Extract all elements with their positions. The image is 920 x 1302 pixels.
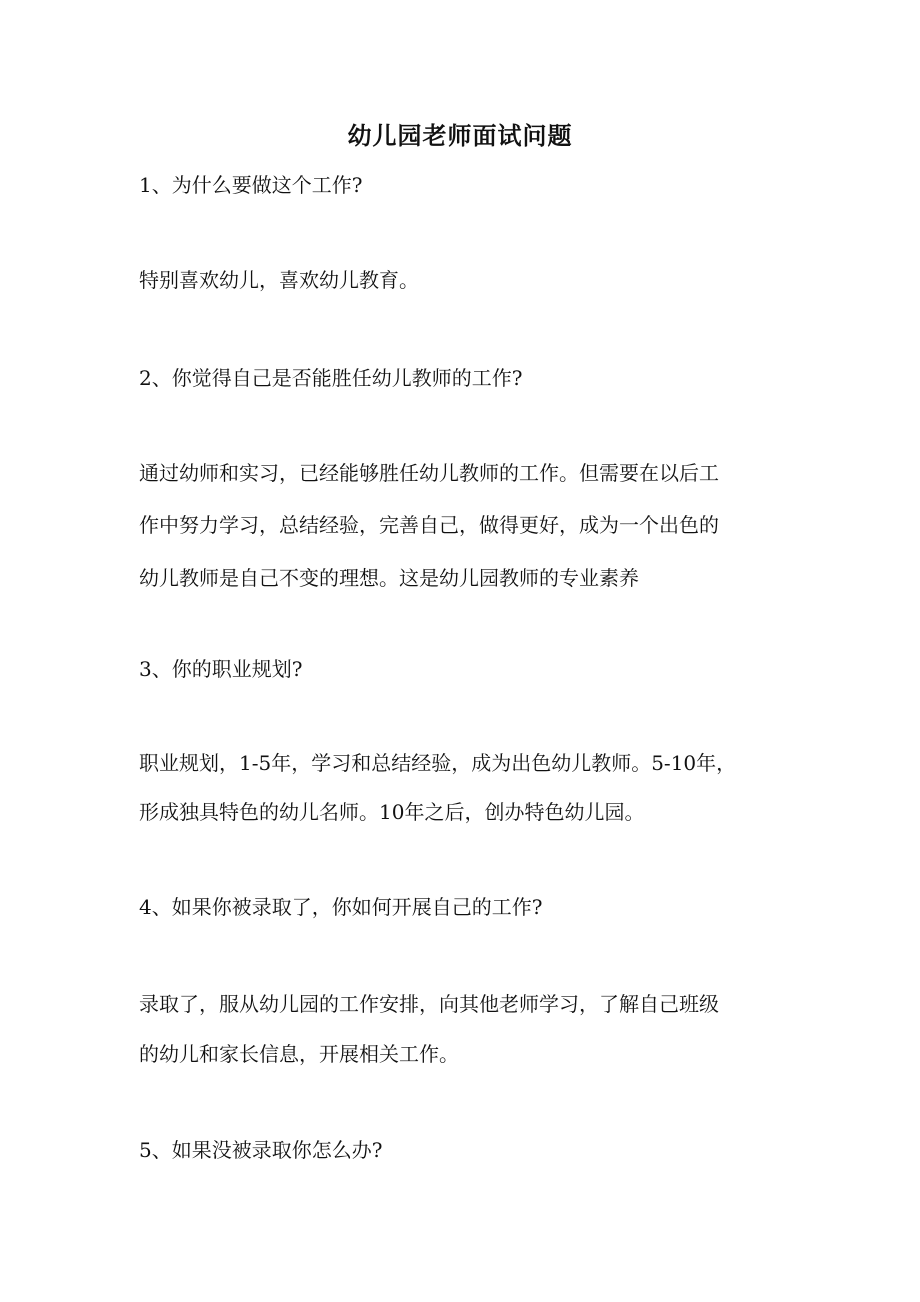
answer-2-line-2: 作中努力学习，总结经验，完善自己，做得更好，成为一个出色的 — [139, 513, 719, 537]
answer-3-line-1: 职业规划，1-5年，学习和总结经验，成为出色幼儿教师。5-10年， — [139, 751, 737, 775]
question-3: 3、你的职业规划? — [139, 657, 303, 681]
question-2: 2、你觉得自己是否能胜任幼儿教师的工作? — [139, 366, 523, 390]
answer-2-line-3: 幼儿教师是自己不变的理想。这是幼儿园教师的专业素养 — [139, 566, 639, 590]
document-title: 幼儿园老师面试问题 — [347, 121, 573, 150]
answer-4-line-2: 的幼儿和家长信息，开展相关工作。 — [139, 1042, 459, 1066]
answer-3-line-2: 形成独具特色的幼儿名师。10年之后，创办特色幼儿园。 — [139, 800, 645, 824]
question-1: 1、为什么要做这个工作? — [139, 173, 363, 197]
answer-1: 特别喜欢幼儿，喜欢幼儿教育。 — [139, 268, 419, 292]
answer-2-line-1: 通过幼师和实习，已经能够胜任幼儿教师的工作。但需要在以后工 — [139, 461, 719, 485]
question-4: 4、如果你被录取了，你如何开展自己的工作? — [139, 895, 543, 919]
answer-4-line-1: 录取了，服从幼儿园的工作安排，向其他老师学习，了解自己班级 — [139, 992, 719, 1016]
question-5: 5、如果没被录取你怎么办? — [139, 1138, 383, 1162]
